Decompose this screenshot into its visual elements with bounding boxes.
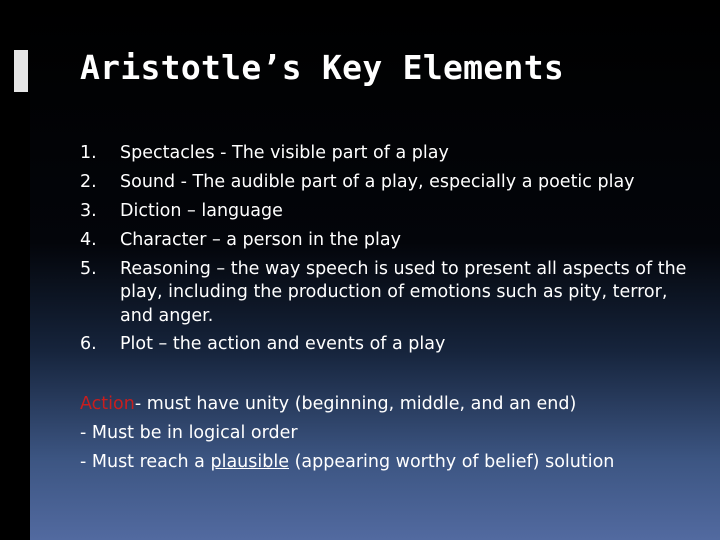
list-item [80,258,690,329]
list-item [80,142,690,166]
action-definition: - must have unity (beginning, middle, and an end) [134,394,577,414]
list-item-number: 1. [80,143,97,163]
elements-list [80,142,690,362]
action-point-suffix: (appearing worthy of belief) solution [289,452,615,472]
plausible-term: plausible [210,452,289,472]
list-item-text: Sound - The audible part of a play, especially a poetic play [120,171,635,192]
action-point-prefix: - Must reach a [80,452,211,472]
action-term: Action [80,394,135,414]
action-definition-line [80,390,700,419]
list-item-number: 3. [80,200,97,221]
list-item-text: Reasoning – the way speech is used to present all aspects of the play, including the production of emotions such as pity, terror, and anger. [120,258,687,326]
list-item [80,200,690,224]
list-item-number: 4. [80,229,97,250]
list-item-number: 2. [80,171,97,192]
list-item-number: 6. [80,334,97,355]
list-item [80,229,690,253]
list-item-text: Character – a person in the play [120,229,401,250]
list-item-text: Spectacles - The visible part of a play [120,143,449,163]
list-item-text: Diction – language [120,200,283,221]
title-accent-bar [14,50,28,92]
list-item-number: 5. [80,258,97,279]
slide-title: Aristotle’s Key Elements [80,48,565,87]
action-point-logical-order: - Must be in logical order [80,423,298,443]
list-item [80,333,690,357]
action-section [80,390,700,477]
list-item-text: Plot – the action and events of a play [120,334,446,355]
list-item [80,171,690,195]
action-point-plausible [80,448,700,477]
